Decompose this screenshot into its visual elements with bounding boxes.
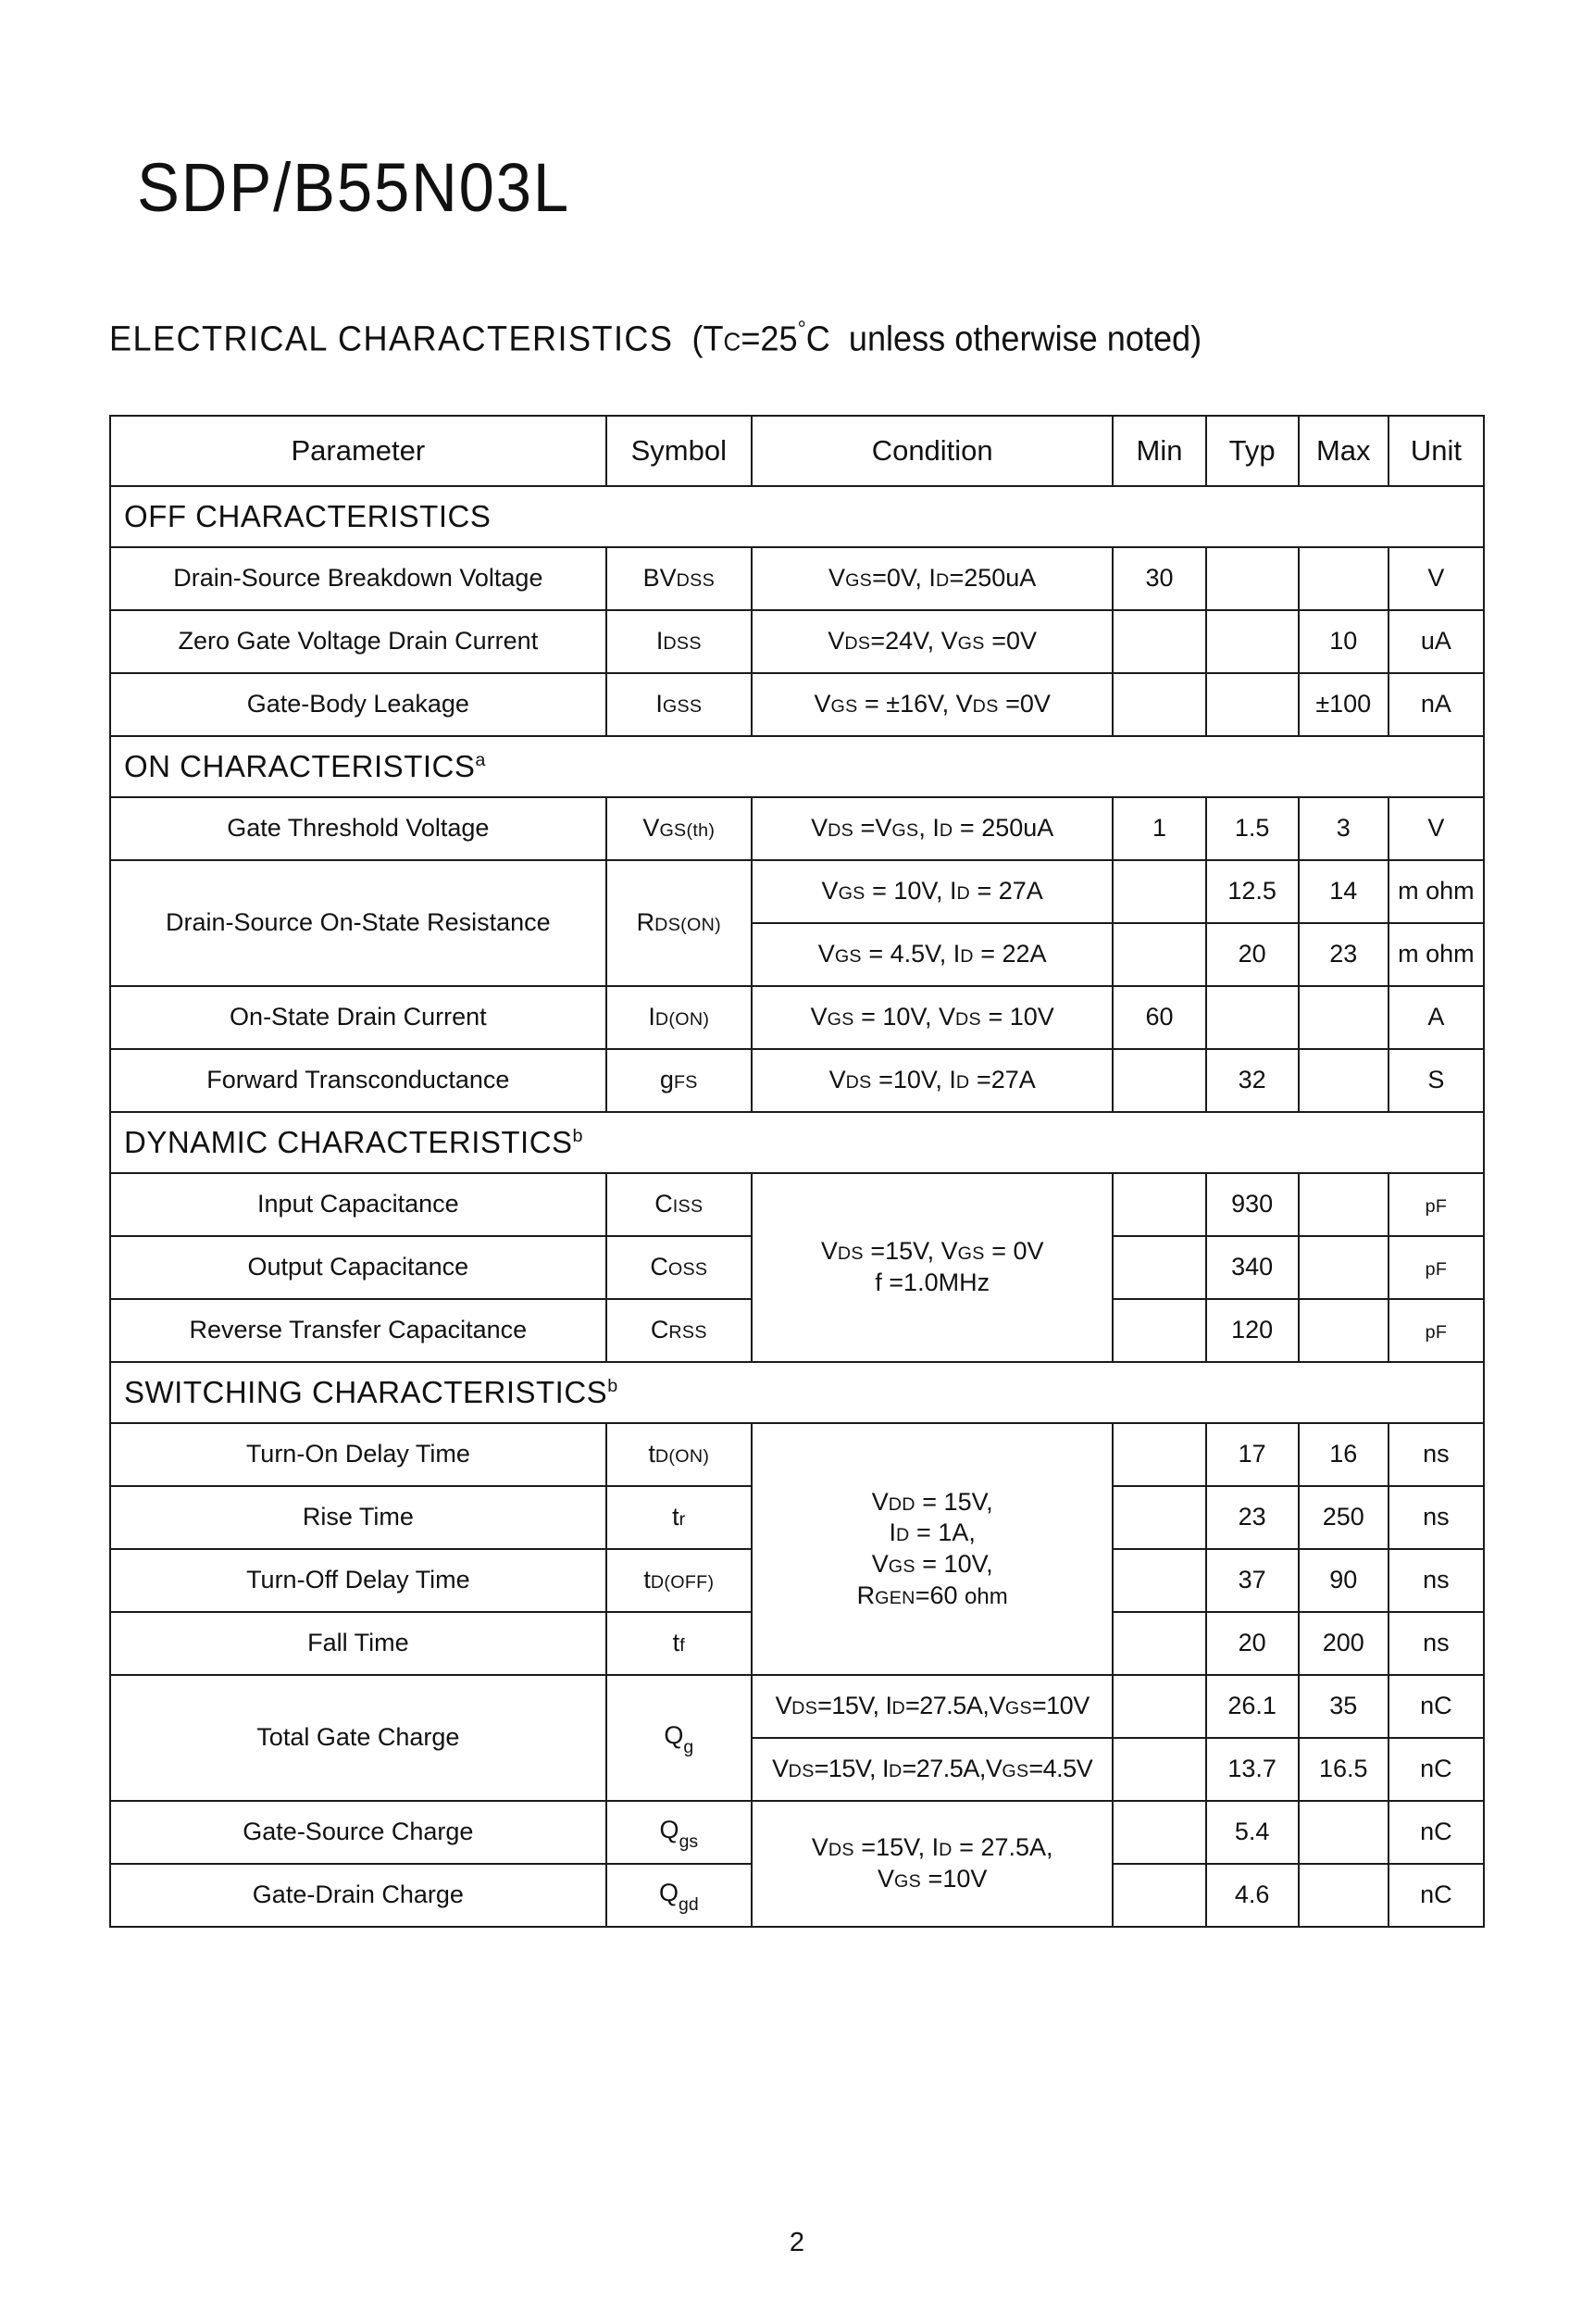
min-igss <box>1113 673 1205 736</box>
typ-tdon: 17 <box>1206 1423 1299 1486</box>
column-header-unit: Unit <box>1389 416 1484 486</box>
degree-icon: ° <box>797 317 806 342</box>
symbol-tr: tr <box>606 1486 752 1549</box>
symbol-qg: $Q_g$ <box>606 1675 752 1801</box>
table-row <box>110 1049 1484 1112</box>
symbol-ciss: CISS <box>606 1173 752 1236</box>
column-header-parameter: Parameter <box>110 416 606 486</box>
column-header-condition: Condition <box>752 416 1114 486</box>
group-header-off <box>110 486 1484 547</box>
section-heading-label: ELECTRICAL CHARACTERISTICS <box>109 319 674 359</box>
min-rdson-10v <box>1113 860 1205 923</box>
min-qg-10v <box>1113 1675 1205 1738</box>
symbol-idon: ID(ON) <box>606 986 752 1049</box>
symbol-idss: IDSS <box>606 610 752 673</box>
max-idon <box>1299 986 1389 1049</box>
min-qgd <box>1113 1864 1205 1927</box>
min-bvdss: 30 <box>1113 547 1205 610</box>
parameter-bvdss: Drain-Source Breakdown Voltage <box>110 547 606 610</box>
condition-temp-unit: C <box>805 319 830 359</box>
symbol-tf: tf <box>606 1612 752 1675</box>
unit-gfs: S <box>1389 1049 1484 1112</box>
parameter-tdoff: Turn-Off Delay Time <box>110 1549 606 1612</box>
min-gfs <box>1113 1049 1205 1112</box>
table-row <box>110 1173 1484 1236</box>
typ-qgs: 5.4 <box>1206 1801 1299 1864</box>
typ-qg-45v: 13.7 <box>1206 1738 1299 1801</box>
max-tf: 200 <box>1299 1612 1389 1675</box>
max-bvdss <box>1299 547 1389 610</box>
group-header-off-label: OFF CHARACTERISTICS <box>110 486 1484 547</box>
min-coss <box>1113 1236 1205 1299</box>
typ-vgsth: 1.5 <box>1206 797 1299 860</box>
group-header-dynamic-label: DYNAMIC CHARACTERISTICS$^b$ <box>110 1112 1484 1173</box>
parameter-rdson: Drain-Source On-State Resistance <box>110 860 606 986</box>
parameter-qgd: Gate-Drain Charge <box>110 1864 606 1927</box>
min-qg-45v <box>1113 1738 1205 1801</box>
symbol-bvdss: BVDSS <box>606 547 752 610</box>
min-tdoff <box>1113 1549 1205 1612</box>
typ-bvdss <box>1206 547 1299 610</box>
typ-rdson-45v: 20 <box>1206 923 1299 986</box>
table-row <box>110 1801 1484 1864</box>
max-igss: ±100 <box>1299 673 1389 736</box>
typ-idss <box>1206 610 1299 673</box>
unit-qg-45v: nC <box>1389 1738 1484 1801</box>
unit-crss: pF <box>1389 1299 1484 1362</box>
table-row <box>110 986 1484 1049</box>
max-ciss <box>1299 1173 1389 1236</box>
max-rdson-10v: 14 <box>1299 860 1389 923</box>
typ-qgd: 4.6 <box>1206 1864 1299 1927</box>
group-header-dynamic <box>110 1112 1484 1173</box>
parameter-tr: Rise Time <box>110 1486 606 1549</box>
min-idon: 60 <box>1113 986 1205 1049</box>
group-header-on-label: ON CHARACTERISTICS$^a$ <box>110 736 1484 797</box>
typ-tf: 20 <box>1206 1612 1299 1675</box>
condition-idon: VGS = 10V, VDS = 10V <box>752 986 1114 1049</box>
unit-qgs: nC <box>1389 1801 1484 1864</box>
unit-vgsth: V <box>1389 797 1484 860</box>
footnote-marker-b2: b <box>607 1376 618 1397</box>
group-header-switching-label: SWITCHING CHARACTERISTICS$^b$ <box>110 1362 1484 1423</box>
table-row <box>110 860 1484 923</box>
column-header-symbol: Symbol <box>606 416 752 486</box>
max-tdon: 16 <box>1299 1423 1389 1486</box>
unit-bvdss: V <box>1389 547 1484 610</box>
condition-qg-45v: VDS=15V, ID=27.5A,VGS=4.5V <box>752 1738 1114 1801</box>
max-qgs <box>1299 1801 1389 1864</box>
parameter-qg: Total Gate Charge <box>110 1675 606 1801</box>
parameter-igss: Gate-Body Leakage <box>110 673 606 736</box>
column-header-min: Min <box>1113 416 1205 486</box>
max-idss: 10 <box>1299 610 1389 673</box>
max-rdson-45v: 23 <box>1299 923 1389 986</box>
typ-igss <box>1206 673 1299 736</box>
table-row <box>110 673 1484 736</box>
table-row <box>110 797 1484 860</box>
footnote-marker-b: b <box>572 1126 584 1147</box>
page-number: 2 <box>789 2228 805 2257</box>
max-gfs <box>1299 1049 1389 1112</box>
unit-rdson-10v: m ohm <box>1389 860 1484 923</box>
parameter-ciss: Input Capacitance <box>110 1173 606 1236</box>
symbol-qgd: $Q_{gd}$ <box>606 1864 752 1927</box>
symbol-crss: CRSS <box>606 1299 752 1362</box>
condition-dynamic: VDS =15V, VGS = 0V f =1.0MHz <box>752 1173 1114 1362</box>
parameter-idss: Zero Gate Voltage Drain Current <box>110 610 606 673</box>
parameter-crss: Reverse Transfer Capacitance <box>110 1299 606 1362</box>
condition-switching: VDD = 15V, ID = 1A, VGS = 10V, RGEN=60 ohm <box>752 1423 1114 1675</box>
symbol-qgs: $Q_{gs}$ <box>606 1801 752 1864</box>
symbol-tdoff: tD(OFF) <box>606 1549 752 1612</box>
symbol-igss: IGSS <box>606 673 752 736</box>
min-ciss <box>1113 1173 1205 1236</box>
unit-tf: ns <box>1389 1612 1484 1675</box>
typ-tr: 23 <box>1206 1486 1299 1549</box>
table-header-row <box>110 416 1484 486</box>
min-tdon <box>1113 1423 1205 1486</box>
group-header-switching <box>110 1362 1484 1423</box>
max-crss <box>1299 1299 1389 1362</box>
column-header-max: Max <box>1299 416 1389 486</box>
table-row <box>110 1423 1484 1486</box>
condition-qg-10v: VDS=15V, ID=27.5A,VGS=10V <box>752 1675 1114 1738</box>
condition-gate-charge: VDS =15V, ID = 27.5A, VGS =10V <box>752 1801 1114 1927</box>
max-qg-10v: 35 <box>1299 1675 1389 1738</box>
unit-igss: nA <box>1389 673 1484 736</box>
condition-rdson-10v: VGS = 10V, ID = 27A <box>752 860 1114 923</box>
parameter-vgsth: Gate Threshold Voltage <box>110 797 606 860</box>
condition-vgsth: VDS =VGS, ID = 250uA <box>752 797 1114 860</box>
min-vgsth: 1 <box>1113 797 1205 860</box>
condition-gfs: VDS =10V, ID =27A <box>752 1049 1114 1112</box>
max-vgsth: 3 <box>1299 797 1389 860</box>
condition-note: unless otherwise noted) <box>848 319 1202 359</box>
unit-qg-10v: nC <box>1389 1675 1484 1738</box>
unit-tdoff: ns <box>1389 1549 1484 1612</box>
typ-idon <box>1206 986 1299 1049</box>
symbol-rdson: RDS(ON) <box>606 860 752 986</box>
parameter-qgs: Gate-Source Charge <box>110 1801 606 1864</box>
condition-temp-value: =25 <box>741 319 798 359</box>
typ-coss: 340 <box>1206 1236 1299 1299</box>
column-header-typ: Typ <box>1206 416 1299 486</box>
footnote-marker-a: a <box>475 750 486 771</box>
table-row <box>110 547 1484 610</box>
max-coss <box>1299 1236 1389 1299</box>
electrical-characteristics-table <box>109 415 1485 1928</box>
typ-tdoff: 37 <box>1206 1549 1299 1612</box>
min-tf <box>1113 1612 1205 1675</box>
min-idss <box>1113 610 1205 673</box>
condition-open-paren: (T <box>691 319 724 359</box>
unit-rdson-45v: m ohm <box>1389 923 1484 986</box>
condition-igss: VGS = ±16V, VDS =0V <box>752 673 1114 736</box>
condition-idss: VDS=24V, VGS =0V <box>752 610 1114 673</box>
typ-gfs: 32 <box>1206 1049 1299 1112</box>
section-heading <box>109 319 1202 360</box>
unit-qgd: nC <box>1389 1864 1484 1927</box>
table-row <box>110 610 1484 673</box>
parameter-coss: Output Capacitance <box>110 1236 606 1299</box>
parameter-idon: On-State Drain Current <box>110 986 606 1049</box>
symbol-gfs: gFS <box>606 1049 752 1112</box>
symbol-tdon: tD(ON) <box>606 1423 752 1486</box>
typ-crss: 120 <box>1206 1299 1299 1362</box>
max-tr: 250 <box>1299 1486 1389 1549</box>
condition-bvdss: VGS=0V, ID=250uA <box>752 547 1114 610</box>
table-row <box>110 1675 1484 1738</box>
symbol-vgsth: VGS(th) <box>606 797 752 860</box>
max-qg-45v: 16.5 <box>1299 1738 1389 1801</box>
max-tdoff: 90 <box>1299 1549 1389 1612</box>
parameter-tdon: Turn-On Delay Time <box>110 1423 606 1486</box>
typ-ciss: 930 <box>1206 1173 1299 1236</box>
condition-case-subscript: C <box>723 327 741 356</box>
typ-qg-10v: 26.1 <box>1206 1675 1299 1738</box>
typ-rdson-10v: 12.5 <box>1206 860 1299 923</box>
symbol-coss: COSS <box>606 1236 752 1299</box>
unit-idss: uA <box>1389 610 1484 673</box>
parameter-tf: Fall Time <box>110 1612 606 1675</box>
parameter-gfs: Forward Transconductance <box>110 1049 606 1112</box>
unit-tdon: ns <box>1389 1423 1484 1486</box>
min-qgs <box>1113 1801 1205 1864</box>
unit-idon: A <box>1389 986 1484 1049</box>
min-tr <box>1113 1486 1205 1549</box>
min-crss <box>1113 1299 1205 1362</box>
unit-coss: pF <box>1389 1236 1484 1299</box>
group-header-on <box>110 736 1484 797</box>
max-qgd <box>1299 1864 1389 1927</box>
min-rdson-45v <box>1113 923 1205 986</box>
page-title: SDP/B55N03L <box>137 149 571 226</box>
unit-tr: ns <box>1389 1486 1484 1549</box>
condition-rdson-45v: VGS = 4.5V, ID = 22A <box>752 923 1114 986</box>
unit-ciss: pF <box>1389 1173 1484 1236</box>
